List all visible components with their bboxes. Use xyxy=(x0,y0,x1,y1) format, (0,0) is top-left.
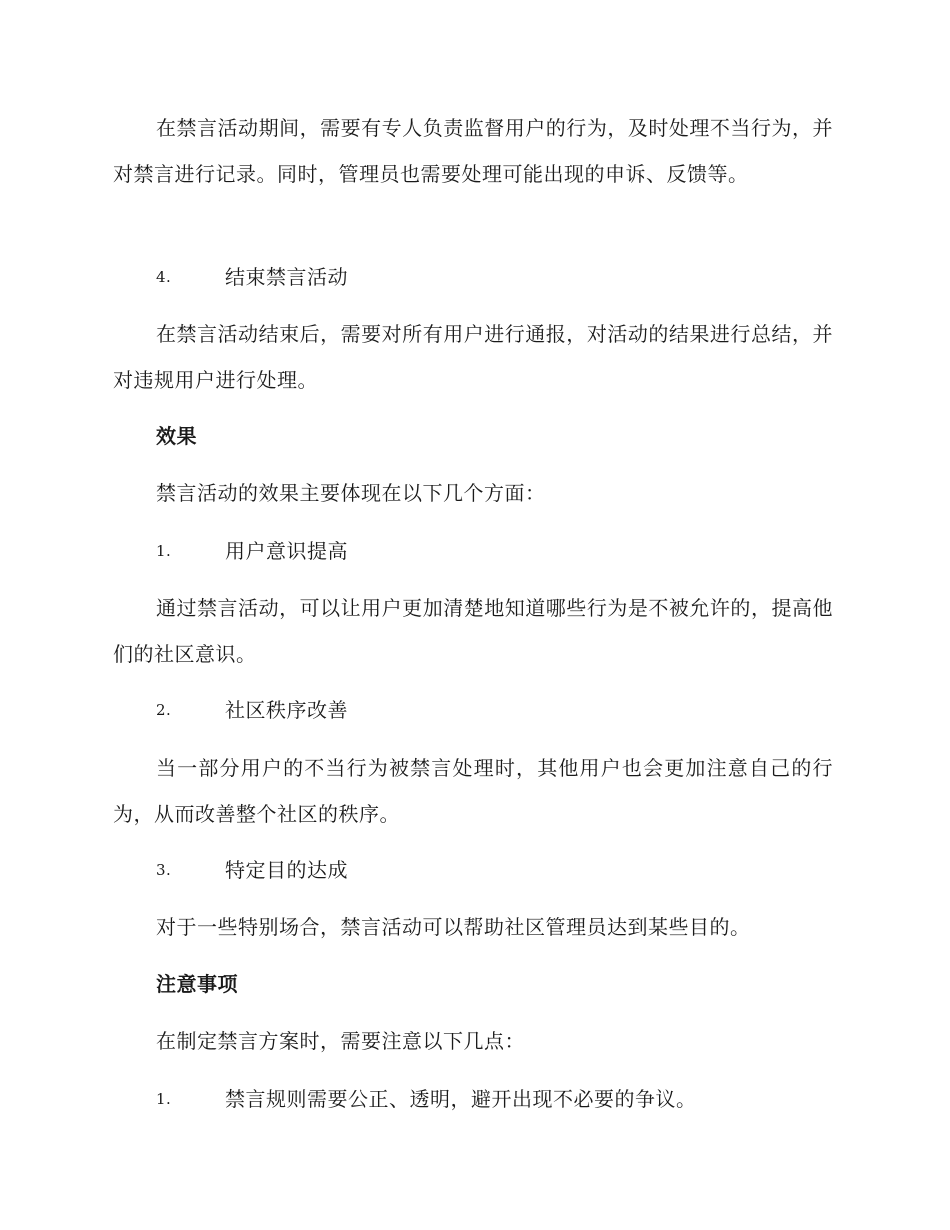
section-heading-notes: 注意事项 xyxy=(156,972,238,996)
list-item-text: 禁言规则需要公正、透明，避开出现不必要的争议。 xyxy=(225,1087,697,1111)
paragraph-supervision: 在禁言活动期间，需要有专人负责监督用户的行为，及时处理不当行为，并对禁言进行记录。同时，管理员也需要处理可能出现的申诉、反馈等。 xyxy=(113,116,833,186)
paragraph-awareness: 通过禁言活动，可以让用户更加清楚地知道哪些行为是不被允许的，提高他们的社区意识。 xyxy=(113,596,833,666)
list-number: 1. xyxy=(156,1090,172,1108)
section-heading-effects: 效果 xyxy=(156,424,197,448)
list-number: 4. xyxy=(156,268,172,286)
list-number: 2. xyxy=(156,701,172,719)
list-item-text: 特定目的达成 xyxy=(225,858,348,882)
list-item-text: 用户意识提高 xyxy=(225,539,348,563)
list-item-text: 结束禁言活动 xyxy=(225,265,348,289)
paragraph-notes-intro: 在制定禁言方案时，需要注意以下几点： xyxy=(156,1029,525,1053)
list-number: 3. xyxy=(156,861,172,879)
paragraph-specific-goal: 对于一些特别场合，禁言活动可以帮助社区管理员达到某些目的。 xyxy=(156,915,751,939)
paragraph-effects-intro: 禁言活动的效果主要体现在以下几个方面： xyxy=(156,481,546,505)
paragraph-order: 当一部分用户的不当行为被禁言处理时，其他用户也会更加注意自己的行为，从而改善整个社区的秩序。 xyxy=(113,756,833,826)
paragraph-end-summary: 在禁言活动结束后，需要对所有用户进行通报，对活动的结果进行总结，并对违规用户进行处理。 xyxy=(113,322,833,392)
list-number: 1. xyxy=(156,542,172,560)
list-item-text: 社区秩序改善 xyxy=(225,698,348,722)
